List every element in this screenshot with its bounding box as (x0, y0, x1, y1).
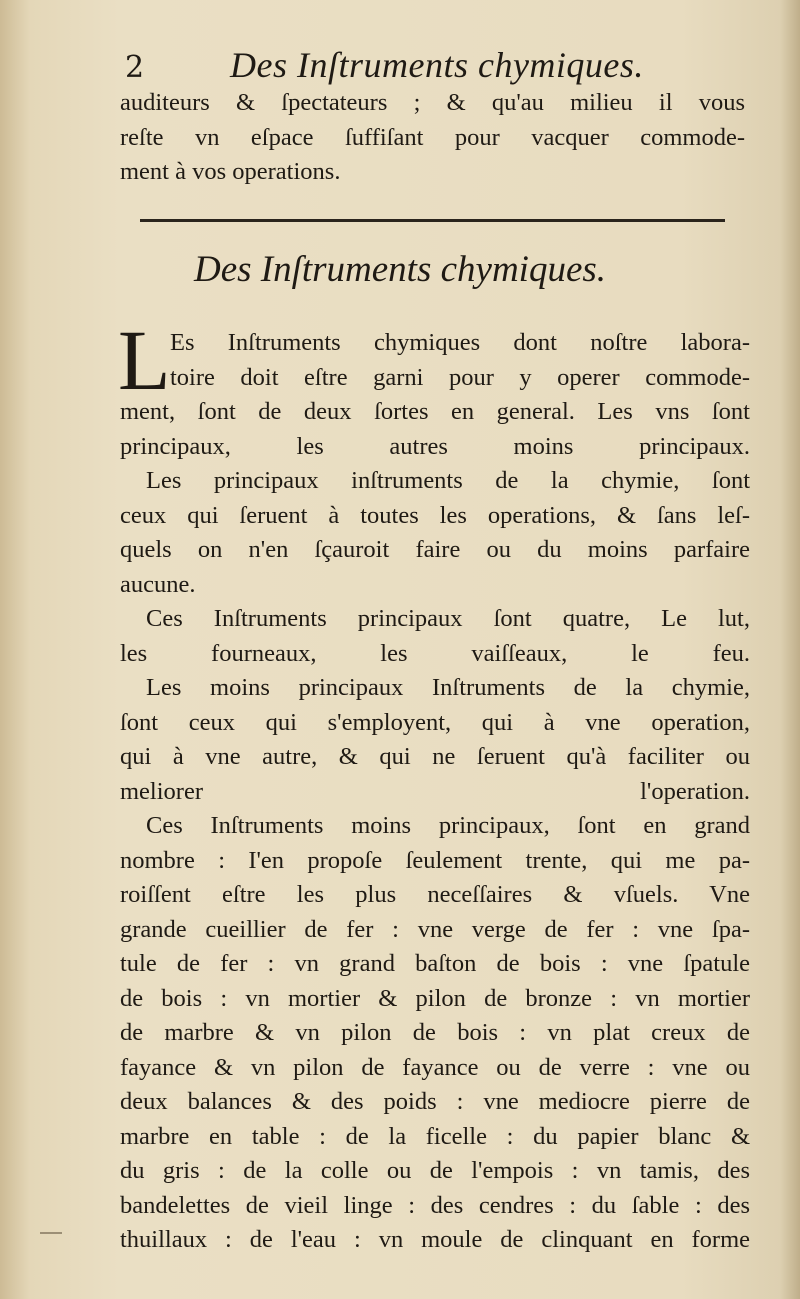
text-line: aucune. (120, 570, 196, 598)
text-line: bandelettes de vieil linge : des cendres : du ſable : des (120, 1191, 750, 1219)
text-line: ceux qui ſeruent à toutes les operations, & ſans leſ- (120, 501, 750, 529)
text-line: les fourneaux, les vaiſſeaux, le feu. (120, 639, 750, 667)
text-line: grande cueillier de fer : vne verge de fer : vne ſpa- (120, 915, 750, 943)
text-line: de bois : vn mortier & pilon de bronze : vn mortier (120, 984, 750, 1012)
text-line: tule de fer : vn grand baſton de bois : vne ſpatule (120, 950, 750, 977)
text-line: meliorer l'operation. (120, 777, 750, 805)
text-line: auditeurs & ſpectateurs ; & qu'au milieu il vous (120, 89, 745, 116)
text-line: fayance & vn pilon de fayance ou de verre : vne ou (120, 1053, 750, 1081)
page-mark (40, 1232, 62, 1234)
text-line: ment à vos operations. (120, 158, 341, 185)
first-paragraph-top (170, 326, 750, 395)
text-line: du gris : de la colle ou de l'empois : vn tamis, des (120, 1157, 750, 1184)
text-line: Les principaux inſtruments de la chymie, ſont (146, 467, 750, 494)
drop-cap: L (118, 312, 171, 408)
text-line: quels on n'en ſçauroit faire ou du moins parfaire (120, 536, 750, 563)
text-line: marbre en table : de la ficelle : du papier blanc & (120, 1122, 750, 1150)
running-head (120, 44, 760, 92)
text-line: thuillaux : de l'eau : vn moule de clinquant en forme (120, 1226, 750, 1253)
text-line: deux balances & des poids : vne mediocre pierre de (120, 1088, 750, 1115)
text-line: reſte vn eſpace ſuffiſant pour vacquer commode- (120, 123, 745, 151)
text-line: qui à vne autre, & qui ne ſeruent qu'à faciliter ou (120, 743, 750, 770)
text-line: principaux, les autres moins principaux. (120, 432, 750, 460)
text-line: de marbre & vn pilon de bois : vn plat creux de (120, 1019, 750, 1046)
page-number: 2 (125, 50, 145, 85)
previous-paragraph (120, 86, 745, 190)
text-line: Ces Inſtruments principaux ſont quatre, Le lut, (146, 605, 750, 632)
section-divider (140, 219, 725, 222)
text-line: Es Inſtruments chymiques dont noſtre labora- (170, 329, 750, 356)
text-line: roiſſent eſtre les plus neceſſaires & vſuels. Vne (120, 881, 750, 908)
text-line: nombre : I'en propoſe ſeulement trente, qui me pa- (120, 846, 750, 874)
first-paragraph-rest (120, 395, 750, 464)
body-text (120, 464, 750, 1258)
text-line: Ces Inſtruments moins principaux, ſont en grand (146, 812, 750, 839)
running-title: Des Inſtruments chymiques. (230, 45, 644, 85)
section-title: Des Inſtruments chymiques. (193, 249, 607, 290)
text-line: Les moins principaux Inſtruments de la chymie, (146, 674, 750, 701)
text-line: ment, ſont de deux ſortes en general. Les vns ſont (120, 398, 750, 425)
text-line: ſont ceux qui s'employent, qui à vne operation, (120, 708, 750, 736)
text-line: toire doit eſtre garni pour y operer commode- (170, 363, 750, 391)
